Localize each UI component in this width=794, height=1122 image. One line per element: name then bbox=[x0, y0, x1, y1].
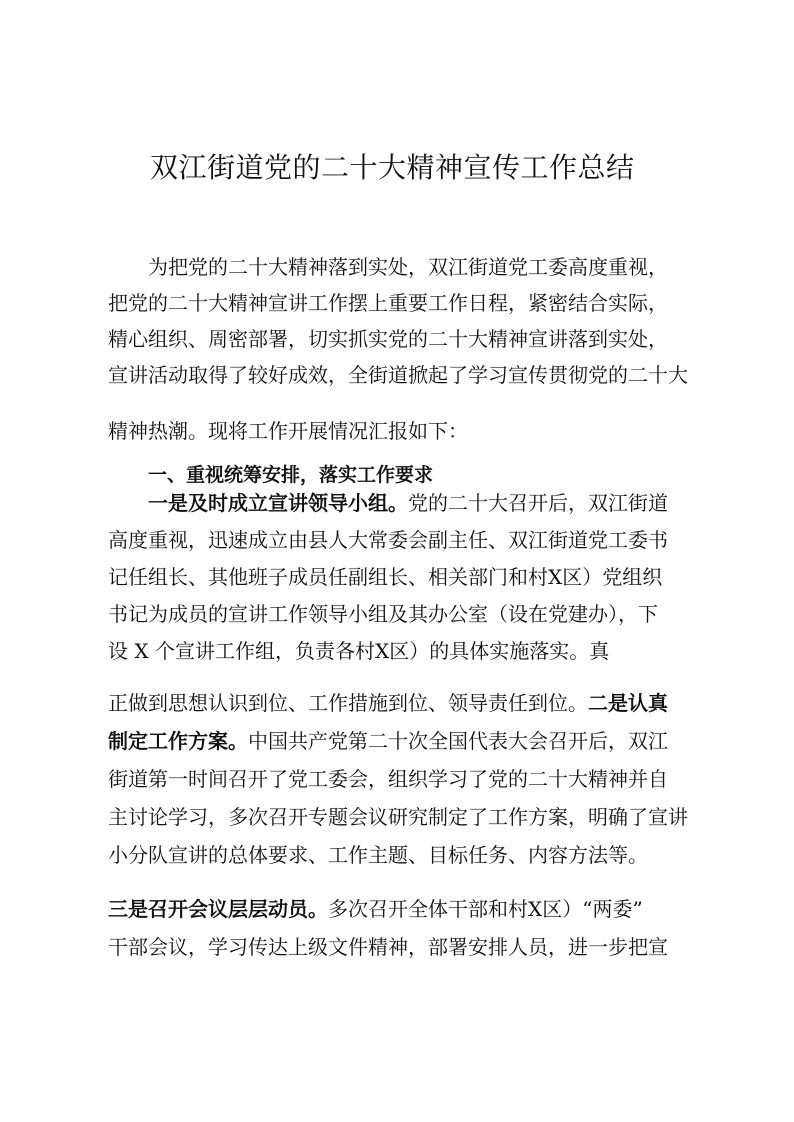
section-heading-1: 一、重视统筹安排，落实工作要求 bbox=[148, 464, 434, 486]
intro-line-1: 为把党的二十大精神落到实处，双江街道党工委高度重视， bbox=[148, 255, 668, 279]
item1-line-5: 设 X 个宣讲工作组，负责各村X区）的具体实施落实。真 bbox=[108, 639, 610, 663]
item3-line-1 bbox=[108, 896, 643, 922]
item3-text: 多次召开全体干部和村X区）“两委” bbox=[328, 897, 643, 921]
intro-line-2: 把党的二十大精神宣讲工作摆上重要工作日程，紧密结合实际， bbox=[108, 291, 668, 315]
item2-line-4: 小分队宣讲的总体要求、工作主题、目标任务、内容方法等。 bbox=[108, 843, 648, 867]
item1-line-6 bbox=[108, 690, 668, 716]
item1-text: 党的二十大召开后，双江街道 bbox=[408, 491, 668, 515]
item1-line-1 bbox=[148, 490, 668, 516]
item2-line-1 bbox=[108, 728, 668, 754]
item2-line-3: 主讨论学习，多次召开专题会议研究制定了工作方案，明确了宣讲 bbox=[108, 805, 688, 829]
item1-line-2: 高度重视，迅速成立由县人大常委会副主任、双江街道党工委书 bbox=[108, 528, 668, 552]
item2-bold-lead-b: 制定工作方案。 bbox=[108, 729, 248, 753]
item2-bold-lead-a: 二是认真 bbox=[588, 691, 668, 715]
item2-line-2: 街道第一时间召开了党工委会，组织学习了党的二十大精神并自 bbox=[108, 767, 668, 791]
intro-line-5: 精神热潮。现将工作开展情况汇报如下： bbox=[108, 419, 468, 443]
item1-text-end: 正做到思想认识到位、工作措施到位、领导责任到位。 bbox=[108, 691, 588, 715]
document-title: 双江街道党的二十大精神宣传工作总结 bbox=[150, 151, 635, 184]
item2-text: 中国共产党第二十次全国代表大会召开后，双江 bbox=[248, 729, 668, 753]
item1-bold-lead: 一是及时成立宣讲领导小组。 bbox=[148, 491, 408, 515]
item1-line-3: 记任组长、其他班子成员任副组长、相关部门和村X区）党组织 bbox=[108, 565, 663, 589]
intro-line-4: 宣讲活动取得了较好成效，全街道掀起了学习宣传贯彻党的二十大 bbox=[108, 363, 688, 387]
intro-line-3: 精心组织、周密部署，切实抓实党的二十大精神宣讲落到实处， bbox=[108, 327, 668, 351]
item1-line-4: 书记为成员的宣讲工作领导小组及其办公室（设在党建办），下 bbox=[108, 602, 658, 626]
item3-bold-lead: 三是召开会议层层动员。 bbox=[108, 897, 328, 921]
item3-line-2: 干部会议，学习传达上级文件精神，部署安排人员，进一步把宣 bbox=[108, 935, 668, 959]
